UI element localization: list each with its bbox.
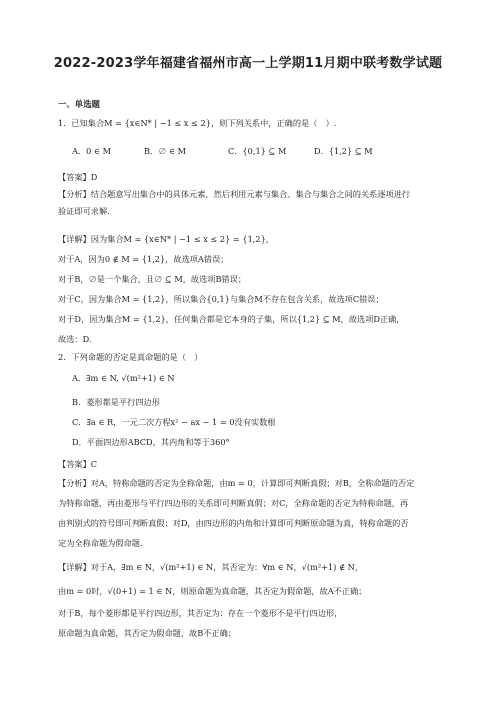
- q1-option-c: C．{0,1} ⊆ M: [228, 146, 287, 156]
- q2-stem: 2．下列命题的否定是真命题的是（ ）: [58, 352, 203, 362]
- section-heading: 一、单选题: [58, 99, 100, 109]
- q1-option-d: D．{1,2} ⊆ M: [314, 146, 373, 156]
- page-title: 2022-2023学年福建省福州市高一上学期11月期中联考数学试题: [53, 56, 443, 71]
- q1-detail-c: 对于C，因为集合M = {1,2}，所以集合{0,1}与集合M不存在包含关系，故选项C错误；: [58, 294, 384, 304]
- q2-option-b: B．菱形都是平行四边形: [72, 397, 160, 407]
- q2-answer: 【答案】C: [58, 459, 98, 469]
- q1-options: [72, 146, 373, 157]
- q1-analysis-line2: 验证即可求解.: [58, 206, 110, 216]
- q1-detail-line1: 【详解】因为集合M = {x∈N* | −1 ≤ x ≤ 2} = {1,2}，: [58, 234, 274, 244]
- q2-option-d: D．平面四边形ABCD，其内角和等于360°: [72, 437, 230, 447]
- q2-detail-line4: 原命题为真命题，其否定为假命题，故B不正确；: [58, 628, 236, 638]
- q1-option-b: B．∅ ∈ M: [144, 146, 187, 156]
- q2-analysis-line2: 为特称命题，再由菱形与平行四边形的关系即可判断真假；对C，全称命题的否定为特称命题，再: [58, 498, 409, 508]
- q1-option-a: A．0 ∈ M: [72, 146, 111, 156]
- q1-answer: 【答案】D: [58, 172, 98, 182]
- q1-stem: 1．已知集合M = {x∈N* | −1 ≤ x ≤ 2}，则下列关系中，正确的是（ ）.: [58, 118, 337, 128]
- q1-detail-d: 对于D，因为集合M = {1,2}，任何集合都是它本身的子集，所以{1,2} ⊆ M，故选项D正确，: [58, 314, 405, 324]
- q2-analysis-line1: 【分析】对A，特称命题的否定为全称命题，由m = 0，计算即可判断真假；对B，全称命题的否定: [58, 478, 415, 488]
- q2-option-c: C．∃a ∈ R，一元二次方程x² − ax − 1 = 0没有实数根: [72, 417, 276, 427]
- q2-detail-line3: 对于B，每个菱形都是平行四边形，其否定为：存在一个菱形不是平行四边形，: [58, 608, 343, 618]
- q1-analysis-line1: 【分析】结合题意写出集合中的具体元素，然后利用元素与集合、集合与集合之间的关系逐项进行: [58, 189, 411, 199]
- q2-detail-line2: 由m = 0时，√(0+1) = 1 ∈ N，则原命题为真命题，其否定为假命题，故A不正确；: [58, 586, 367, 596]
- q1-detail-b: 对于B，∅是一个集合，且∅ ⊆ M，故选项B错误；: [58, 274, 247, 284]
- q1-conclusion: 故选：D.: [58, 334, 92, 344]
- q2-detail-line1: 【详解】对于A，∃m ∈ N，√(m²+1) ∈ N，其否定为：∀m ∈ N，√(m²+1) ∉ N，: [58, 562, 363, 572]
- q2-option-a: A．∃m ∈ N, √(m²+1) ∈ N: [72, 373, 175, 383]
- q2-analysis-line3: 由判别式的符号即可判断真假；对D，由四边形的内角和计算即可判断原命题为真，特称命题的否: [58, 518, 409, 528]
- q2-analysis-line4: 定为全称命题为假命题.: [58, 538, 143, 548]
- q1-detail-a: 对于A，因为0 ∉ M = {1,2}，故选项A错误；: [58, 254, 229, 264]
